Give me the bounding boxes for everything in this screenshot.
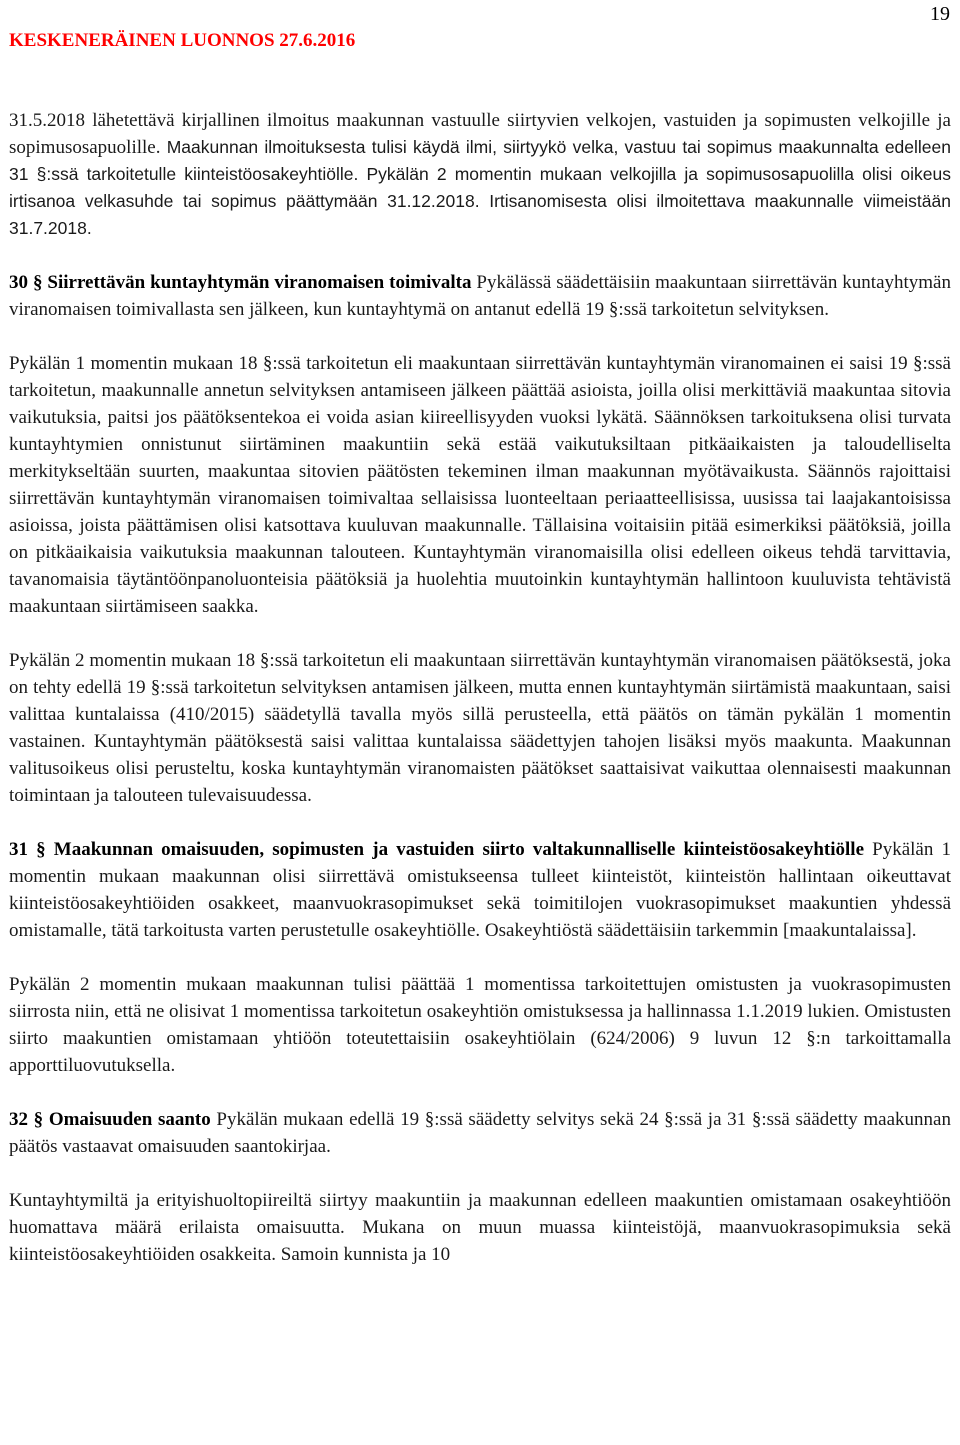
section-31 [9,836,951,944]
paragraph: Pykälän 1 momentin mukaan 18 §:ssä tarkoitetun eli maakuntaan siirrettävän kuntayhtymän viranomainen ei saisi 19 §:ssä tarkoitetun, maakunnalle annetun selvityksen antamiseen jälkeen päättää asioista, joilla olisi merkittäviä maakuntaa sitovia vaikutuksia, paitsi jos päätöksentekoa ei voida asian kiireellisyyden vuoksi lykätä. Säännöksen tarkoituksena olisi turvata kuntayhtymien onnistunut siirtäminen maakuntiin sekä estää vaikutuksiltaan pitkäaikaisten ja taloudelliselta merkitykseltään suurten, maakuntaa sitovien päätösten tekeminen ilman maakunnan myötävaikusta. Säännös rajoittaisi siirrettävän kuntayhtymän viranomaisen toimivaltaa sellaisissa luonteeltaan periaatteellisissa, uusissa tai laajakantoisissa asioissa, joista päättämisen olisi katsottava kuuluvan maakunnalle. Tällaisina voitaisiin pitää esimerkiksi päätöksiä, joilla on pitkäaikaisia vaikutuksia maakunnan talouteen. Kuntayhtymän viranomaisilla olisi edelleen oikeus tehdä tarvittavia, tavanomaisia täytäntöönpanoluonteisia päätöksiä ja huolehtia muutoinkin kuntayhtymän hallintoon kuuluvista tehtävistä maakuntaan siirtämiseen saakka. [9,353,951,617]
section-heading: 32 § Omaisuuden saanto [9,1109,211,1130]
document-body [9,107,951,1295]
section-heading: 30 § Siirrettävän kuntayhtymän viranomaisen toimivalta [9,272,472,293]
paragraph: Kuntayhtymiltä ja erityishuoltopiireiltä siirtyy maakuntiin ja maakunnan edelleen maakuntien omistamaan osakeyhtiöön huomattava määrä erilaista omaisuutta. Mukana on muun muassa kiinteistöjä, maanvuokrasopimuksia sekä kiinteistöosakeyhtiöiden osakkeita. Samoin kunnista ja 10 [9,1190,951,1265]
paragraph: Pykälän 2 momentin mukaan 18 §:ssä tarkoitetun eli maakuntaan siirrettävän kuntayhtymän viranomaisen päätöksestä, joka on tehty edellä 19 §:ssä tarkoitetun selvityksen antamisen jälkeen, mutta ennen kuntayhtymän siirtämistä maakuntaan, saisi valittaa kuntalaissa (410/2015) säädetyllä tavalla myös sillä perusteella, että päätös on tämän pykälän 1 momentin vastainen. Kuntayhtymän päätöksestä saisi valittaa kuntalaissa säädettyjen tahojen lisäksi myös maakunta. Maakunnan valitusoikeus olisi perusteltu, koska kuntayhtymän viranomaisten päätökset saattaisivat vaikuttaa olennaisesti maakunnan toimintaan ja talouteen tulevaisuudessa. [9,650,951,806]
section-text: Pykälän 1 momentin mukaan maakunnan olisi siirrettävä omistukseensa tulleet kiinteistöt, kiinteistön hallintaan oikeuttavat kiinteistöosakeyhtiöiden osakkeet, maanvuokrasopimukset sekä toimitilojen vuokrasopimukset maakuntien yhdessä omistamalle, tätä tarkoitusta varten perustetulle osakeyhtiölle. Osakeyhtiöstä säädettäisiin tarkemmin [maakuntalaissa]. [9,839,951,941]
section-32 [9,1106,951,1160]
section-text: Pykälässä säädettäisiin maakuntaan siirrettävän kuntayhtymän viranomaisen toimivallasta sen jälkeen, kun kuntayhtymä on antanut edellä 19 §:ssä tarkoitetun selvityksen. [9,272,951,320]
section-30 [9,269,951,323]
paragraph-text-continued: Maakunnan ilmoituksesta tulisi käydä ilmi, siirtyykö velka, vastuu tai sopimus maakunnalta edelleen 31 §:ssä tarkoitetulle kiinteistöosakeyhtiölle. Pykälän 2 momentin mukaan velkojilla ja sopimusosapuolilla olisi oikeus irtisanoa velkasuhde tai sopimus päättymään 31.12.2018. Irtisanomisesta olisi ilmoitettava maakunnalle viimeistään 31.7.2018. [9,137,951,238]
draft-header: KESKENERÄINEN LUONNOS 27.6.2016 [9,30,356,51]
section-text: Pykälän mukaan edellä 19 §:ssä säädetty selvitys sekä 24 §:ssä ja 31 §:ssä säädetty maakunnan päätös vastaavat omaisuuden saantokirjaa. [9,1109,951,1157]
paragraph [9,107,951,242]
paragraph-text: 31.5.2018 lähetettävä kirjallinen ilmoitus maakunnan vastuulle siirtyvien velkojen, vastuiden ja sopimusten velkojille ja sopimusosapuolille. [9,110,951,158]
paragraph: Pykälän 2 momentin mukaan maakunnan tulisi päättää 1 momentissa tarkoitettujen omistusten ja vuokrasopimusten siirrosta niin, että ne olisivat 1 momentissa tarkoitetun osakeyhtiön omistuksessa ja hallinnassa 1.1.2019 lukien. Omistusten siirto maakuntien omistamaan yhtiöön toteutettaisiin osakeyhtiölain (624/2006) 9 luvun 12 §:n tarkoittamalla apporttiluovutuksella. [9,974,951,1076]
section-heading: 31 § Maakunnan omaisuuden, sopimusten ja vastuiden siirto valtakunnalliselle kiinteistöosakeyhtiölle [9,839,864,860]
page-number: 19 [930,3,950,25]
